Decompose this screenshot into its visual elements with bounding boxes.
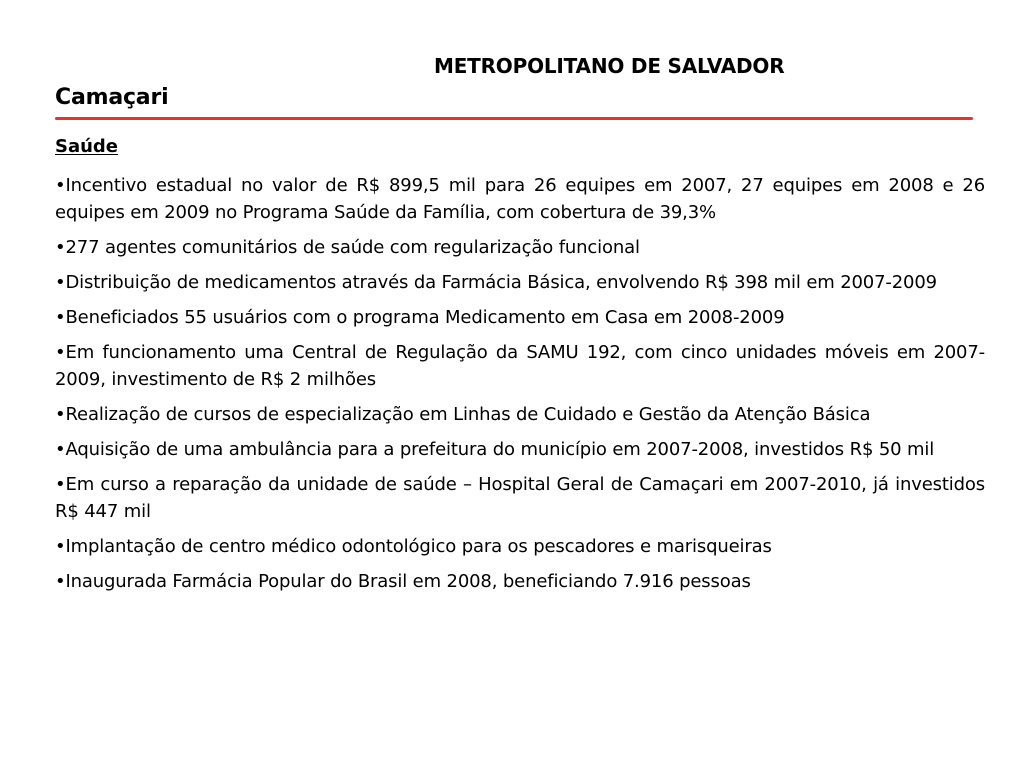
bullet-item xyxy=(55,304,985,331)
bullet-text: Em curso a reparação da unidade de saúde – Hospital Geral de Camaçari em 2007-2010, já investidos R$ 447 mil xyxy=(55,474,985,522)
bullet-mark: • xyxy=(55,571,66,592)
bullet-text: Incentivo estadual no valor de R$ 899,5 mil para 26 equipes em 2007, 27 equipes em 2008 e 26 equipes em 2009 no Programa Saúde da Família, com cobertura de 39,3% xyxy=(55,175,985,223)
bullet-item xyxy=(55,471,985,525)
city-title: Camaçari xyxy=(55,85,169,110)
bullet-mark: • xyxy=(55,342,66,363)
bullet-text: Distribuição de medicamentos através da Farmácia Básica, envolvendo R$ 398 mil em 2007-2009 xyxy=(65,272,937,293)
bullet-mark: • xyxy=(55,404,66,425)
bullet-text: Em funcionamento uma Central de Regulação da SAMU 192, com cinco unidades móveis em 2007-2009, investimento de R$ 2 milhões xyxy=(55,342,985,390)
bullet-text: Beneficiados 55 usuários com o programa Medicamento em Casa em 2008-2009 xyxy=(65,307,785,328)
section-heading: Saúde xyxy=(55,136,119,157)
region-title: METROPOLITANO DE SALVADOR xyxy=(434,54,785,78)
bullet-text: Aquisição de uma ambulância para a prefeitura do município em 2007-2008, investidos R$ 50 mil xyxy=(65,439,935,460)
bullet-mark: • xyxy=(55,237,66,258)
bullet-mark: • xyxy=(55,474,66,495)
bullet-text: Implantação de centro médico odontológico para os pescadores e marisqueiras xyxy=(65,536,772,557)
bullet-item xyxy=(55,436,985,463)
bullet-text: 277 agentes comunitários de saúde com regularização funcional xyxy=(65,237,640,258)
bullet-item xyxy=(55,339,985,393)
bullet-item xyxy=(55,401,985,428)
bullet-item xyxy=(55,172,985,226)
title-divider xyxy=(55,117,973,120)
bullet-item xyxy=(55,269,985,296)
bullet-mark: • xyxy=(55,272,66,293)
bullet-mark: • xyxy=(55,175,66,196)
bullet-text: Realização de cursos de especialização em Linhas de Cuidado e Gestão da Atenção Básica xyxy=(65,404,871,425)
bullet-text: Inaugurada Farmácia Popular do Brasil em 2008, beneficiando 7.916 pessoas xyxy=(65,571,751,592)
bullet-mark: • xyxy=(55,536,66,557)
bullet-item xyxy=(55,533,985,560)
bullet-item xyxy=(55,234,985,261)
bullet-item xyxy=(55,568,985,595)
bullet-mark: • xyxy=(55,307,66,328)
bullet-list xyxy=(55,172,985,603)
bullet-mark: • xyxy=(55,439,66,460)
